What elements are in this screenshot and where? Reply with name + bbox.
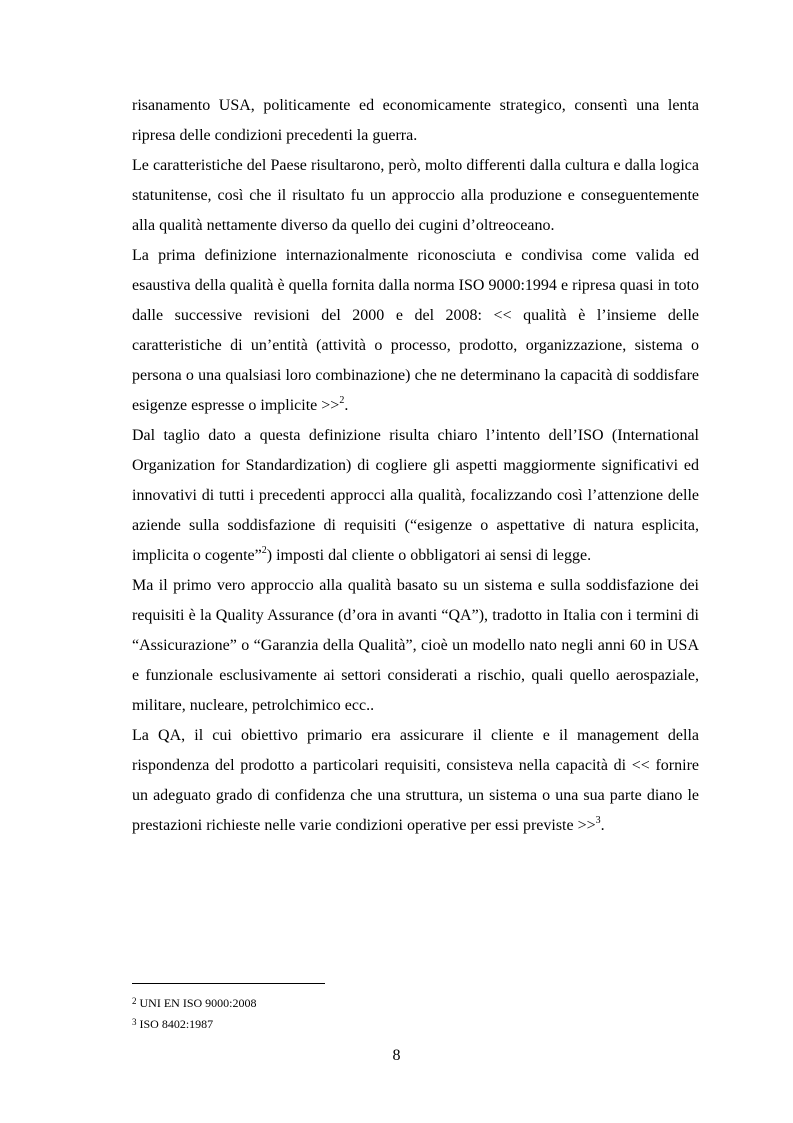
footnote-text: UNI EN ISO 9000:2008 (139, 996, 257, 1010)
paragraph-tail: . (600, 817, 605, 834)
paragraph (132, 91, 699, 151)
paragraph (132, 571, 699, 721)
paragraph-text: La QA, il cui obiettivo primario era assicurare il cliente e il management della rispondenza del prodotto a particolari requisiti, consisteva nella capacità di << fornire un adeguato grado di confidenza che una struttura, un sistema o una sua parte diano le prestazioni richieste nelle varie condizioni operative per essi previste >> (132, 727, 699, 834)
footnote-mark: 2 (132, 996, 137, 1006)
footnote-mark: 3 (132, 1017, 137, 1027)
paragraph-text: risanamento USA, politicamente ed economicamente strategico, consentì una lenta ripresa delle condizioni precedenti la guerra. (132, 97, 699, 144)
body-text (132, 91, 699, 841)
page-number: 8 (392, 1047, 401, 1064)
paragraph (132, 421, 699, 571)
paragraph-text: La prima definizione internazionalmente riconosciuta e condivisa come valida ed esaustiva della qualità è quella fornita dalla norma ISO 9000:1994 e ripresa quasi in toto dalle successive revisioni del 2000 e del 2008: << qualità è l’insieme delle caratteristiche di un’entità (attività o processo, prodotto, organizzazione, sistema o persona o una qualsiasi loro combinazione) che ne determinano la capacità di soddisfare esigenze espresse o implicite >> (132, 247, 699, 414)
paragraph-tail: ) imposti dal cliente o obbligatori ai sensi di legge. (266, 547, 592, 564)
footnote-text: ISO 8402:1987 (139, 1017, 214, 1031)
footnote-separator (132, 983, 325, 984)
paragraph (132, 241, 699, 421)
paragraph-tail: . (344, 397, 349, 414)
paragraph-text: Ma il primo vero approccio alla qualità basato su un sistema e sulla soddisfazione dei requisiti è la Quality Assurance (d’ora in avanti “QA”), tradotto in Italia con i termini di “Assicurazione” o “Garanzia della Qualità”, cioè un modello nato negli anni 60 in USA e funzionale esclusivamente ai settori considerati a rischio, quali quello aerospaziale, militare, nucleare, petrolchimico ecc.. (132, 577, 699, 714)
footnote (132, 992, 532, 1013)
paragraph (132, 151, 699, 241)
footnotes (132, 992, 532, 1034)
paragraph-text: Dal taglio dato a questa definizione risulta chiaro l’intento dell’ISO (International Organization for Standardization) di cogliere gli aspetti maggiormente significativi ed innovativi di tutti i precedenti approcci alla qualità, focalizzando così l’attenzione delle aziende sulla soddisfazione di requisiti (“esigenze o aspettative di natura esplicita, implicita o cogente” (132, 427, 699, 564)
footnote (132, 1013, 532, 1034)
paragraph-text: Le caratteristiche del Paese risultarono, però, molto differenti dalla cultura e dalla logica statunitense, così che il risultato fu un approccio alla produzione e conseguentemente alla qualità nettamente diverso da quello dei cugini d’oltreoceano. (132, 157, 699, 234)
paragraph (132, 721, 699, 841)
footnote-reference: 2 (339, 395, 345, 406)
footnote-reference: 2 (261, 545, 267, 556)
footnote-reference: 3 (595, 815, 601, 826)
